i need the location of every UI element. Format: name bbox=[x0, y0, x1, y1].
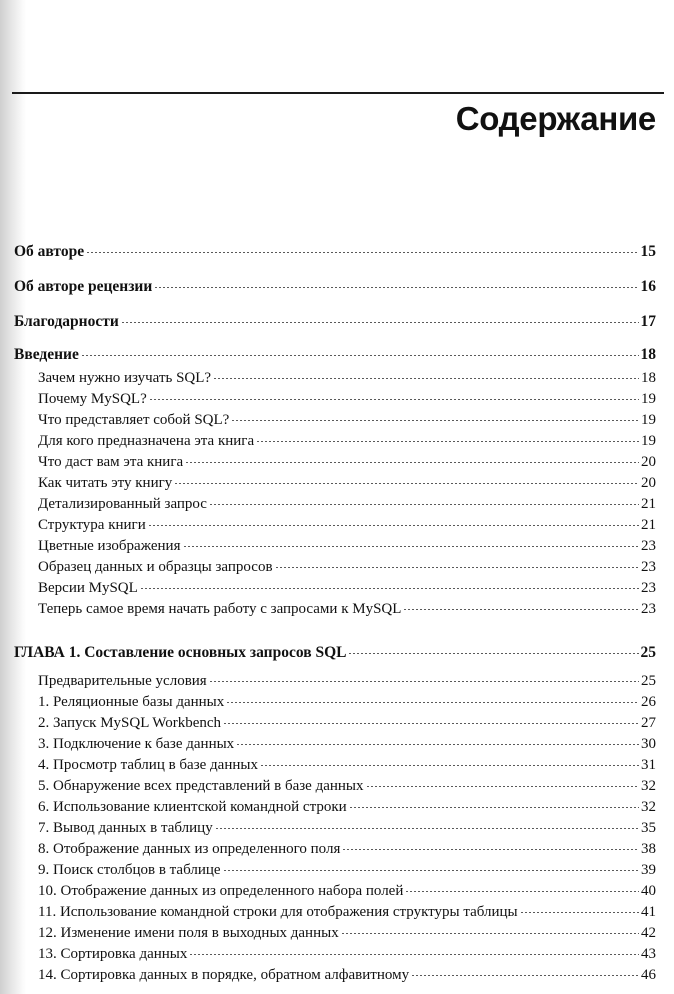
toc-entry-title: Что даст вам эта книга bbox=[38, 454, 184, 470]
dot-leader bbox=[223, 870, 639, 871]
toc-entry-page: 23 bbox=[641, 580, 656, 596]
toc-entry-page: 39 bbox=[641, 862, 656, 878]
toc-entry-title: Об авторе рецензии bbox=[14, 278, 153, 295]
toc-entry-page: 31 bbox=[641, 757, 656, 773]
toc-entry-page: 38 bbox=[641, 841, 656, 857]
toc-entry-page: 18 bbox=[641, 370, 656, 386]
toc-subentry[interactable] bbox=[38, 389, 656, 409]
toc-subentry[interactable] bbox=[38, 923, 656, 943]
toc-entry-page: 23 bbox=[641, 601, 656, 617]
dot-leader bbox=[183, 546, 640, 547]
dot-leader bbox=[520, 912, 639, 913]
toc-entry-title: Структура книги bbox=[38, 517, 146, 533]
dot-leader bbox=[405, 891, 639, 892]
toc-subentry[interactable] bbox=[38, 557, 656, 577]
toc-entry-title: ГЛАВА 1. Составление основных запросов SQL bbox=[14, 644, 347, 661]
toc-entry-title: Благодарности bbox=[14, 313, 119, 330]
toc-entry-title: 7. Вывод данных в таблицу bbox=[38, 820, 213, 836]
toc-entry-page: 21 bbox=[641, 496, 656, 512]
dot-leader bbox=[185, 462, 639, 463]
dot-leader bbox=[341, 933, 639, 934]
toc-subentry[interactable] bbox=[38, 515, 656, 535]
dot-leader bbox=[236, 744, 639, 745]
toc-entry-chapter-1[interactable] bbox=[14, 643, 656, 663]
dot-leader bbox=[209, 681, 639, 682]
toc-entry-title: Предварительные условия bbox=[38, 673, 207, 689]
toc-entry-title: 3. Подключение к базе данных bbox=[38, 736, 235, 752]
toc-entry-page: 26 bbox=[641, 694, 656, 710]
toc-entry-title: 4. Просмотр таблиц в базе данных bbox=[38, 757, 258, 773]
dot-leader bbox=[174, 483, 639, 484]
toc-subentry[interactable] bbox=[38, 839, 656, 859]
toc-entry-page: 17 bbox=[640, 313, 656, 330]
toc-entry-page: 20 bbox=[641, 475, 656, 491]
toc-subentry[interactable] bbox=[38, 431, 656, 451]
dot-leader bbox=[213, 378, 639, 379]
toc-entry-title: 2. Запуск MySQL Workbench bbox=[38, 715, 222, 731]
dot-leader bbox=[411, 975, 639, 976]
toc-entry-page: 30 bbox=[641, 736, 656, 752]
toc-entry-page: 20 bbox=[641, 454, 656, 470]
toc-entry-page: 19 bbox=[641, 391, 656, 407]
toc-subentry[interactable] bbox=[38, 965, 656, 985]
toc-entry-title: Что представляет собой SQL? bbox=[38, 412, 230, 428]
toc-entry-title: Введение bbox=[14, 346, 79, 363]
dot-leader bbox=[154, 287, 638, 288]
toc-entry-page: 21 bbox=[641, 517, 656, 533]
toc-entry-page: 25 bbox=[641, 673, 656, 689]
toc-entry-title: 9. Поиск столбцов в таблице bbox=[38, 862, 221, 878]
toc-entry-page: 46 bbox=[641, 967, 656, 983]
toc-entry-title: 1. Реляционные базы данных bbox=[38, 694, 225, 710]
toc-entry-page: 18 bbox=[640, 346, 656, 363]
toc-subentry[interactable] bbox=[38, 536, 656, 556]
dot-leader bbox=[140, 588, 639, 589]
toc-subentry[interactable] bbox=[38, 734, 656, 754]
toc-entry-page: 43 bbox=[641, 946, 656, 962]
toc-subentry[interactable] bbox=[38, 368, 656, 388]
toc-entry-page: 32 bbox=[641, 799, 656, 815]
dot-leader bbox=[121, 322, 639, 323]
toc-entry-acknowledgements[interactable] bbox=[14, 312, 656, 332]
dot-leader bbox=[366, 786, 640, 787]
toc-entry-title: 8. Отображение данных из определенного поля bbox=[38, 841, 341, 857]
toc-entry-page: 32 bbox=[641, 778, 656, 794]
dot-leader bbox=[81, 355, 639, 356]
toc-entry-title: 10. Отображение данных из определенного набора полей bbox=[38, 883, 404, 899]
toc-entry-page: 40 bbox=[641, 883, 656, 899]
toc-entry-title: Детализированный запрос bbox=[38, 496, 207, 512]
toc-entry-page: 23 bbox=[641, 538, 656, 554]
dot-leader bbox=[260, 765, 639, 766]
toc-subentry[interactable] bbox=[38, 818, 656, 838]
toc-entry-title: Версии MySQL bbox=[38, 580, 138, 596]
toc-entry-page: 35 bbox=[641, 820, 656, 836]
toc-subentry[interactable] bbox=[38, 944, 656, 964]
page-title: Содержание bbox=[455, 100, 656, 137]
toc-entry-page: 19 bbox=[641, 433, 656, 449]
toc-subentry[interactable] bbox=[38, 452, 656, 472]
toc-entry-title: Образец данных и образцы запросов bbox=[38, 559, 273, 575]
toc-entry-page: 16 bbox=[640, 278, 656, 295]
toc-subentry[interactable] bbox=[38, 494, 656, 514]
toc-entry-title: 6. Использование клиентской командной строки bbox=[38, 799, 347, 815]
toc-subentry[interactable] bbox=[38, 692, 656, 712]
toc-entry-about-reviewer[interactable] bbox=[14, 277, 656, 297]
toc-entry-page: 25 bbox=[640, 644, 656, 661]
dot-leader bbox=[226, 702, 639, 703]
toc-subentry[interactable] bbox=[38, 473, 656, 493]
toc-subentry[interactable] bbox=[38, 713, 656, 733]
toc-entry-title: Почему MySQL? bbox=[38, 391, 147, 407]
toc-subentry[interactable] bbox=[38, 902, 656, 922]
dot-leader bbox=[403, 609, 639, 610]
toc-entry-title: Для кого предназначена эта книга bbox=[38, 433, 255, 449]
toc-subentry[interactable] bbox=[38, 797, 656, 817]
toc-subentry[interactable] bbox=[38, 860, 656, 880]
toc-entry-title: 12. Изменение имени поля в выходных данных bbox=[38, 925, 339, 941]
dot-leader bbox=[149, 399, 639, 400]
toc-entry-introduction[interactable] bbox=[14, 345, 656, 365]
toc-entry-title: 13. Сортировка данных bbox=[38, 946, 188, 962]
toc-entry-title: Теперь самое время начать работу с запросами к MySQL bbox=[38, 601, 402, 617]
dot-leader bbox=[215, 828, 639, 829]
toc-entry-title: 11. Использование командной строки для отображения структуры таблицы bbox=[38, 904, 518, 920]
toc-subentry[interactable] bbox=[38, 599, 656, 619]
dot-leader bbox=[209, 504, 639, 505]
toc-entry-page: 15 bbox=[640, 243, 656, 260]
toc-entry-title: Цветные изображения bbox=[38, 538, 181, 554]
toc-entry-title: Как читать эту книгу bbox=[38, 475, 173, 491]
toc-subentry[interactable] bbox=[38, 410, 656, 430]
dot-leader bbox=[231, 420, 639, 421]
toc-entry-title: 5. Обнаружение всех представлений в базе данных bbox=[38, 778, 364, 794]
toc-entry-title: Об авторе bbox=[14, 243, 85, 260]
dot-leader bbox=[223, 723, 639, 724]
toc-entry-title: 14. Сортировка данных в порядке, обратном алфавитному bbox=[38, 967, 410, 983]
dot-leader bbox=[148, 525, 639, 526]
dot-leader bbox=[342, 849, 639, 850]
dot-leader bbox=[256, 441, 639, 442]
toc-entry-title: Зачем нужно изучать SQL? bbox=[38, 370, 212, 386]
toc-subentry[interactable] bbox=[38, 755, 656, 775]
toc-entry-page: 42 bbox=[641, 925, 656, 941]
dot-leader bbox=[275, 567, 639, 568]
dot-leader bbox=[349, 807, 639, 808]
dot-leader bbox=[189, 954, 639, 955]
toc-entry-about-author[interactable] bbox=[14, 242, 656, 262]
dot-leader bbox=[86, 252, 638, 253]
toc-subentry[interactable] bbox=[38, 671, 656, 691]
toc-subentry[interactable] bbox=[38, 881, 656, 901]
toc-entry-page: 27 bbox=[641, 715, 656, 731]
dot-leader bbox=[348, 653, 638, 654]
toc-subentry[interactable] bbox=[38, 776, 656, 796]
toc-entry-page: 41 bbox=[641, 904, 656, 920]
toc-subentry[interactable] bbox=[38, 578, 656, 598]
toc-entry-page: 19 bbox=[641, 412, 656, 428]
toc-entry-page: 23 bbox=[641, 559, 656, 575]
